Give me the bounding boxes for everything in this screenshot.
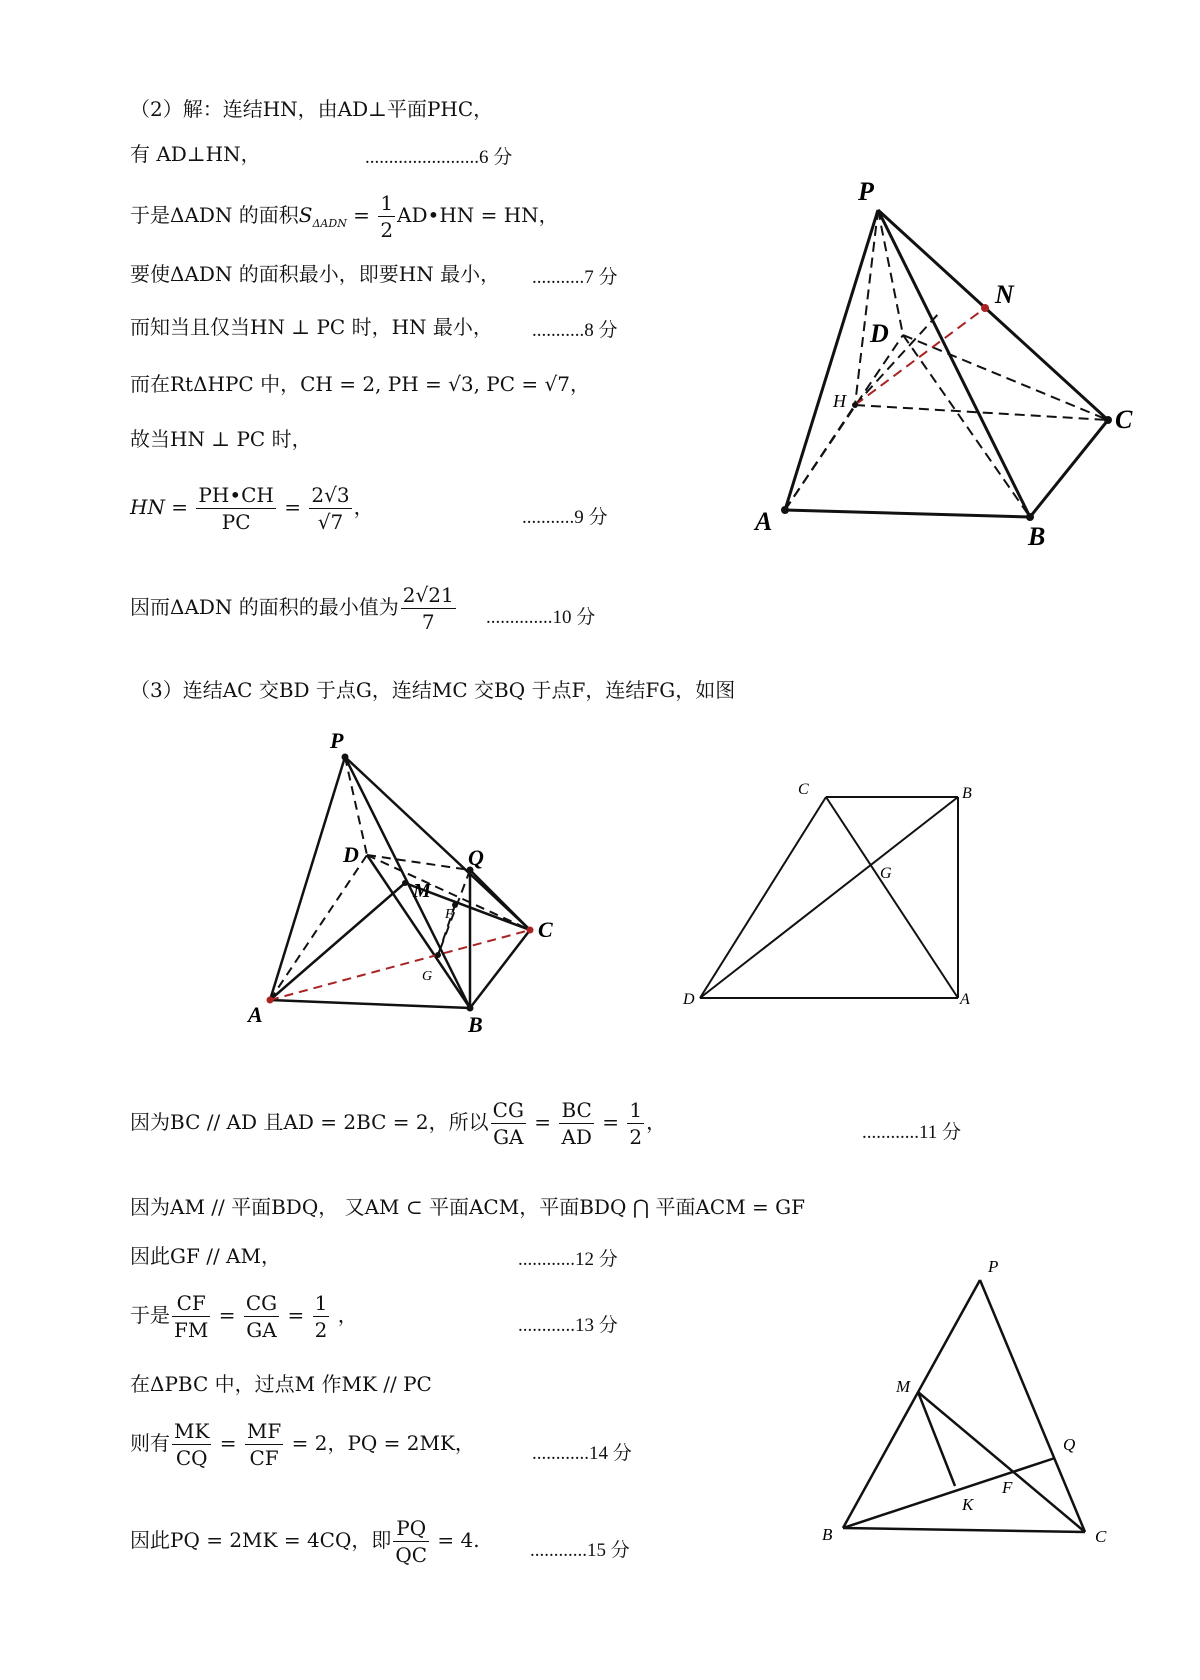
part3-line7 <box>130 1418 475 1471</box>
denominator: QC <box>395 1543 428 1567</box>
denominator: FM <box>174 1318 209 1342</box>
numerator: PH•CH <box>198 483 274 507</box>
score-12: ............12 分 <box>518 1249 618 1270</box>
label-f: F <box>445 907 454 922</box>
text: 因此PQ = 2MK = 4CQ，即 <box>130 1528 392 1552</box>
equals: = <box>527 1110 558 1134</box>
part2-line7: 故当HN ⊥ PC 时， <box>130 427 312 451</box>
figure-triangle-pbc <box>810 1250 1120 1550</box>
part2-line8 <box>130 482 374 535</box>
text: 因而ΔADN 的面积的最小值为 <box>130 595 399 619</box>
numerator: BC <box>559 1097 593 1124</box>
part2-line2: 有 AD⊥HN， <box>130 142 261 166</box>
text: 则有 <box>130 1431 170 1455</box>
denominator: AD <box>561 1125 592 1149</box>
fraction <box>378 190 395 243</box>
label-b: B <box>1028 522 1046 551</box>
label-p: P <box>858 177 874 206</box>
score-13: ............13 分 <box>518 1315 618 1336</box>
denominator: GA <box>493 1125 524 1149</box>
denominator: CF <box>249 1446 279 1470</box>
equals: = <box>281 1303 311 1327</box>
label-a: A <box>248 1002 263 1027</box>
fraction <box>309 482 351 535</box>
label-g: G <box>422 969 433 984</box>
denominator: GA <box>246 1318 277 1342</box>
label-n: N <box>995 280 1014 309</box>
label-h: H <box>833 391 846 411</box>
label-b: B <box>962 785 972 802</box>
figure-base-trapezoid <box>670 770 980 1010</box>
text: HN = <box>130 495 195 519</box>
label-d: D <box>343 842 359 867</box>
text: 因为BC // AD 且AD = 2BC = 2，所以 <box>130 1110 489 1134</box>
fraction <box>313 1290 330 1343</box>
part2-line9 <box>130 582 458 635</box>
fraction <box>196 482 275 535</box>
numerator: CG <box>245 1291 278 1315</box>
score-6: ........................6 分 <box>365 147 513 168</box>
label-p: P <box>988 1257 999 1276</box>
denominator: 2 <box>380 218 394 242</box>
text: = 2，PQ = 2MK， <box>285 1431 475 1455</box>
part2-line1: （2）解：连结HN，由AD⊥平面PHC， <box>130 97 494 121</box>
label-g: G <box>880 865 892 882</box>
figure-pyramid-hn <box>740 177 1140 560</box>
subscript: ΔADN <box>312 217 347 230</box>
label-q: Q <box>468 845 484 870</box>
denominator: CQ <box>175 1446 208 1470</box>
numerator: MF <box>246 1419 282 1443</box>
numerator: 1 <box>380 191 394 215</box>
fraction <box>627 1097 644 1150</box>
denominator: 7 <box>421 610 435 634</box>
label-c: C <box>1095 1527 1107 1546</box>
label-b: B <box>468 1012 483 1037</box>
score-11: ............11 分 <box>862 1122 962 1143</box>
text: ， <box>331 1303 358 1327</box>
equals: = <box>595 1110 626 1134</box>
part2-line5: 而知当且仅当HN ⊥ PC 时，HN 最小， <box>130 315 493 339</box>
text: ， <box>646 1110 667 1134</box>
fraction <box>245 1418 283 1471</box>
text: ， <box>353 495 374 519</box>
numerator: 2√21 <box>402 583 454 607</box>
part3-line8 <box>130 1515 480 1568</box>
score-14: ............14 分 <box>532 1443 632 1464</box>
denominator: PC <box>221 510 251 534</box>
numerator: CG <box>492 1098 524 1122</box>
symbol: S <box>298 203 313 227</box>
label-c: C <box>1115 405 1133 434</box>
label-p: P <box>330 728 344 753</box>
label-c: C <box>538 917 553 942</box>
label-a: A <box>960 991 970 1008</box>
text: 于是 <box>130 1303 170 1327</box>
numerator: 1 <box>629 1098 643 1122</box>
part2-line3 <box>130 190 559 243</box>
fraction <box>401 582 456 635</box>
part2-line6: 而在RtΔHPC 中，CH = 2, PH = √3, PC = √7， <box>130 372 591 396</box>
denominator: 2 <box>629 1125 643 1149</box>
label-m: M <box>896 1377 911 1396</box>
label-k: K <box>962 1495 974 1514</box>
label-d: D <box>870 319 889 348</box>
label-m: M <box>413 880 431 902</box>
part3-line4: 因此GF // AM， <box>130 1244 281 1268</box>
score-10: ..............10 分 <box>486 607 596 628</box>
score-9: ...........9 分 <box>522 507 608 528</box>
equals: = <box>212 1303 242 1327</box>
fraction <box>559 1097 593 1150</box>
label-a: A <box>755 507 773 536</box>
fraction <box>172 1290 210 1343</box>
part3-line2 <box>130 1097 666 1150</box>
label-f: F <box>1002 1478 1013 1497</box>
label-b: B <box>822 1525 833 1544</box>
part3-line1: （3）连结AC 交BD 于点G，连结MC 交BQ 于点F，连结FG，如图 <box>130 678 736 702</box>
score-7: ...........7 分 <box>532 267 618 288</box>
part3-line6: 在ΔPBC 中，过点M 作MK // PC <box>130 1372 432 1396</box>
part2-line4: 要使ΔADN 的面积最小，即要HN 最小， <box>130 262 501 286</box>
label-c: C <box>798 781 809 798</box>
text: AD•HN = HN， <box>397 203 559 227</box>
fraction <box>393 1515 429 1568</box>
label-q: Q <box>1063 1435 1076 1454</box>
numerator: 1 <box>314 1291 328 1315</box>
equals: = <box>277 495 308 519</box>
text: = 4. <box>431 1528 480 1552</box>
label-d: D <box>683 991 695 1008</box>
denominator: 2 <box>314 1318 328 1342</box>
equals: = <box>213 1431 243 1455</box>
numerator: 2√3 <box>311 483 350 507</box>
denominator: √7 <box>317 510 344 534</box>
fraction <box>172 1418 211 1471</box>
score-15: ............15 分 <box>530 1540 630 1561</box>
numerator: PQ <box>393 1515 429 1542</box>
fraction <box>491 1097 526 1150</box>
part3-line5 <box>130 1290 358 1343</box>
part3-line3: 因为AM // 平面BDQ， 又AM ⊂ 平面ACM，平面BDQ ⋂ 平面ACM = GF <box>130 1195 806 1219</box>
fraction <box>244 1290 279 1343</box>
figure-pyramid-qmfg <box>240 725 570 1040</box>
score-8: ...........8 分 <box>532 320 618 341</box>
text: 于是ΔADN 的面积 <box>130 203 299 227</box>
numerator: MK <box>174 1419 210 1443</box>
equals: = <box>346 203 377 227</box>
numerator: CF <box>172 1290 210 1317</box>
